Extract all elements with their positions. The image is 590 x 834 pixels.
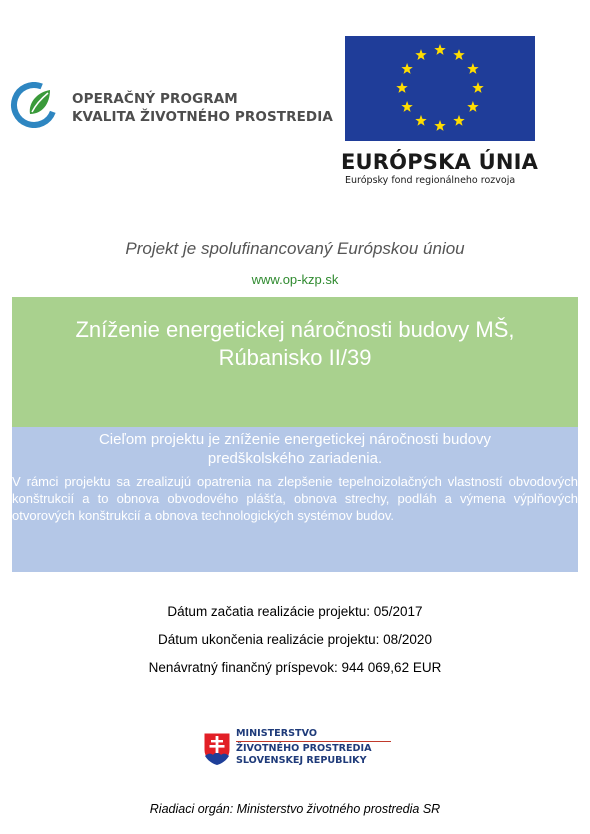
ministry-logo-line3: SLOVENSKEJ REPUBLIKY [236,755,367,766]
website-link[interactable]: www.op-kzp.sk [251,272,339,287]
grant-amount: Nenávratný finančný príspevok: 944 069,62 EUR [148,660,442,675]
end-date: Dátum ukončenia realizácie projektu: 08/2020 [158,632,432,647]
ministry-logo [203,728,403,778]
op-kzp-logo [10,80,333,130]
ministry-logo-line1: MINISTERSTVO [236,728,317,739]
ministry-logo-line2: ŽIVOTNÉHO PROSTREDIA [236,743,372,754]
eu-fund: Európsky fond regionálneho rozvoja [345,175,516,186]
project-goal [12,430,578,468]
project-title-line2: Rúbanisko II/39 [218,345,372,370]
slovak-coat-of-arms-icon [203,732,231,766]
ministry-logo-divider [236,741,391,742]
managing-authority: Riadiaci orgán: Ministerstvo životného prostredia SR [149,802,441,816]
project-goal-line1: Cieľom projektu je zníženie energetickej náročnosti budovy [98,431,492,448]
project-description: V rámci projektu sa zrealizujú opatrenia na zlepšenie tepelnoizolačných vlastností obvodových konštrukcií a to obnova obvodového plášťa, obnova strechy, podláh a výmena výplňových otvorových konštrukcií a obnova technologických systémov budov. [12,474,578,523]
ministry-logo-text [236,728,372,767]
project-title [12,316,578,372]
op-logo-icon [10,82,62,128]
project-title-line1: Zníženie energetickej náročnosti budovy MŠ, [75,317,515,342]
op-logo-line1: OPERAČNÝ PROGRAM [72,91,238,107]
start-date: Dátum začatia realizácie projektu: 05/2017 [167,604,423,619]
project-goal-line2: predškolského zariadenia. [207,450,383,467]
eu-flag [345,36,535,141]
op-logo-line2: KVALITA ŽIVOTNÉHO PROSTREDIA [72,109,333,125]
cofinanced-note: Projekt je spolufinancovaný Európskou úniou [125,239,465,258]
op-logo-text [72,90,333,126]
eu-name: EURÓPSKA ÚNIA [341,150,539,174]
eu-stars-icon [345,36,535,141]
